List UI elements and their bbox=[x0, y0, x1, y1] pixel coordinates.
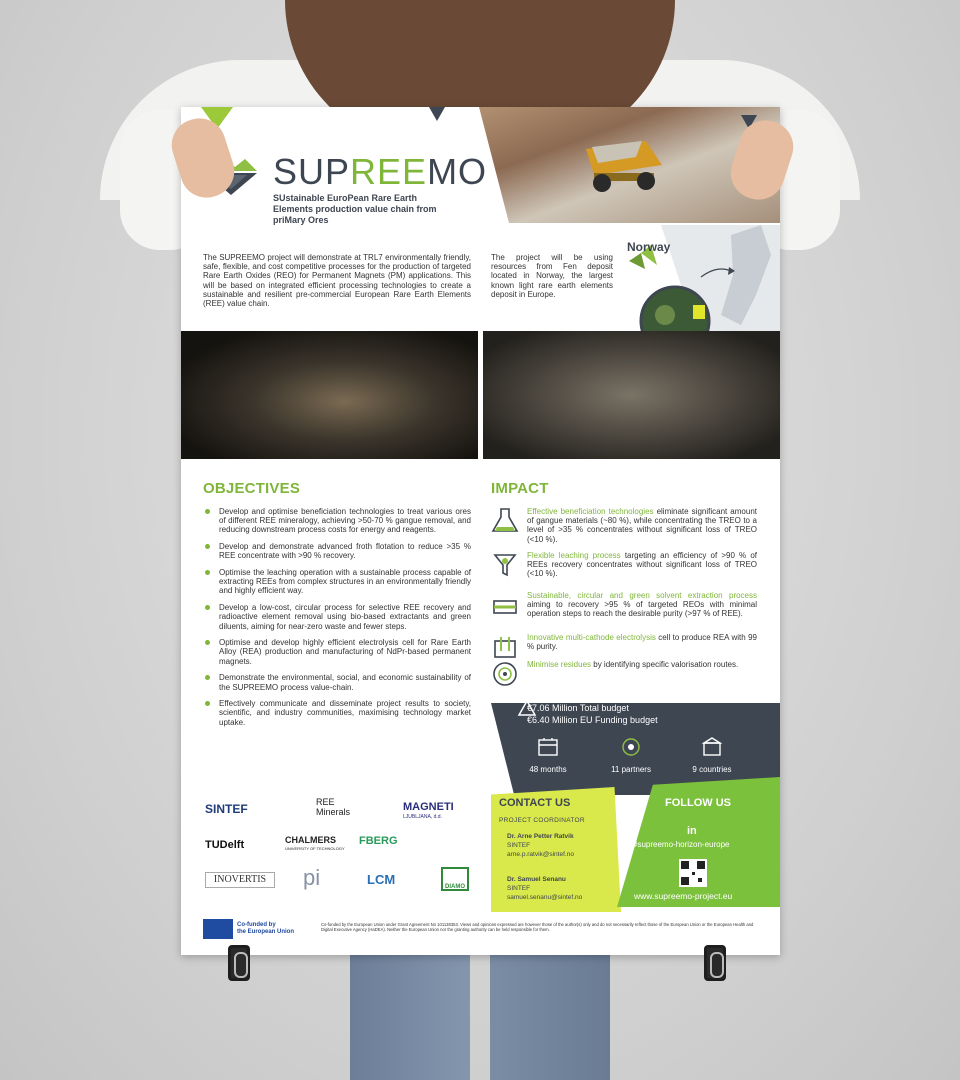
qr-code-icon[interactable] bbox=[679, 859, 707, 887]
total-budget: €7.06 Million Total budget bbox=[527, 703, 629, 713]
person-left-leg bbox=[350, 955, 470, 1080]
eu-budget: €6.40 Million EU Funding budget bbox=[527, 715, 658, 725]
partner-logo-sintef: SINTEF bbox=[205, 802, 248, 816]
objectives-list bbox=[203, 507, 471, 734]
objective-item: Develop a low-cost, circular process for selective REE recovery and radioactive element removal using bio-based extractants and green diluents, aiming for near-zero waste and fewer steps. bbox=[203, 603, 471, 631]
eu-cofunded-label: Co-funded by the European Union bbox=[237, 922, 294, 935]
partner-logo-pi: pi bbox=[303, 865, 321, 890]
electrolysis-icon bbox=[491, 633, 519, 661]
contact-person: Dr. Samuel Senanu SINTEF samuel.senanu@sintef.no bbox=[507, 876, 583, 901]
email-link[interactable]: arne.p.ratvik@sintef.no bbox=[507, 851, 574, 858]
funnel-icon bbox=[491, 551, 519, 579]
contact-title: CONTACT US bbox=[499, 797, 571, 809]
funding-disclaimer: Co-funded by the European Union under Grant Agreement No 101138353. Views and opinions expressed are however those of the author(s) only and do not necessarily reflect those of the European Union or the European Health and Digital Executive Agency (HaDEA). Neither the European Union nor the granting authority can be held responsible for them. bbox=[321, 922, 754, 933]
partner-logo-magneti-sub: LJUBLJANA, d.d. bbox=[403, 814, 442, 820]
eu-flag-icon bbox=[203, 919, 233, 939]
target-icon bbox=[491, 660, 519, 688]
brand-wordmark: SUPREEMO bbox=[273, 151, 488, 192]
duration-stat: 48 months bbox=[529, 765, 567, 774]
partner-logo-inovertis: INOVERTIS bbox=[205, 872, 275, 888]
email-link[interactable]: samuel.senanu@sintef.no bbox=[507, 894, 583, 901]
underground-mine-photo-1 bbox=[181, 331, 478, 459]
partner-logo-chalmers: CHALMERS bbox=[285, 835, 336, 845]
building-icon bbox=[701, 737, 723, 757]
poster bbox=[181, 107, 780, 955]
partner-logo-ree-minerals: REE Minerals bbox=[316, 797, 351, 817]
objective-item: Optimise the leaching operation with a sustainable process capable of extracting REEs from complex structures in an environmentally friendly and highly efficient way. bbox=[203, 568, 471, 596]
binder-clip-left bbox=[228, 945, 250, 981]
objective-item: Develop and demonstrate advanced froth flotation to reduce >35 % REE concentrate with >90 % recovery. bbox=[203, 542, 471, 560]
partner-logo-magneti: MAGNETI bbox=[403, 801, 454, 813]
partners-stat: 11 partners bbox=[611, 765, 651, 774]
partner-logo-tudelft: TUDelft bbox=[205, 839, 245, 851]
countries-stat: 9 countries bbox=[692, 765, 732, 774]
contact-person: Dr. Arne Petter Ratvik SINTEF arne.p.ratvik@sintef.no bbox=[507, 833, 574, 858]
website-link[interactable]: www.supreemo-project.eu bbox=[634, 891, 733, 901]
partner-logo-diamo: DIAMO bbox=[441, 867, 469, 891]
underground-mine-photo-2 bbox=[483, 331, 780, 459]
intro-text-left: The SUPREEMO project will demonstrate at TRL7 environmentally friendly, safe, flexible, and cost competitive processes for the production of targeted Rare Earth Oxides (REO) for Permanent Magnets (PM) applications. This will be based on integrated efficient processing technologies to create a sustainable and resilient pre-commercial European Rare Earth Elements (REE) value chain. bbox=[203, 253, 471, 309]
map-label: Norway bbox=[627, 240, 671, 254]
linkedin-icon[interactable]: in bbox=[687, 825, 697, 837]
flask-icon bbox=[491, 507, 519, 535]
mining-truck-image bbox=[576, 135, 668, 195]
intro-text-right: The project will be using resources from Fen deposit located in Norway, the largest known light rare earth elements deposit in Europe. bbox=[491, 253, 613, 299]
impact-item: Sustainable, circular and green solvent extraction process aiming to recovery >95 % of targeted REOs with minimal operation steps to reach the desirable purity (>97 % of REE). bbox=[491, 591, 757, 627]
impact-item: Minimise residues by identifying specific valorisation routes. bbox=[491, 660, 757, 696]
impact-item: Innovative multi-cathode electrolysis cell to produce REA with 99 % purity. bbox=[491, 633, 757, 669]
coordinator-label: PROJECT COORDINATOR bbox=[499, 817, 585, 824]
objective-item: Develop and optimise beneficiation technologies to treat various ores of different REE mineralogy, achieving >50-70 % gangue removal, and reducing downstream process costs for energy and reagents. bbox=[203, 507, 471, 535]
extraction-icon bbox=[491, 591, 519, 619]
objectives-title: OBJECTIVES bbox=[203, 480, 301, 497]
partner-logo-fberg: FBERG bbox=[359, 835, 398, 847]
person-right-leg bbox=[490, 955, 610, 1080]
network-icon bbox=[620, 737, 642, 757]
partner-logo-chalmers-sub: UNIVERSITY OF TECHNOLOGY bbox=[285, 846, 345, 851]
impact-item: Effective beneficiation technologies eliminate significant amount of gangue materials (~80 %), while concentrating the TREO to a level of >35 % concentrates without significant loss of TREO (<10 %). bbox=[491, 507, 757, 543]
impact-item: Flexible leaching process targeting an efficiency of >90 % of REEs recovery concentrates without significant loss of TREO (<10 %). bbox=[491, 551, 757, 587]
decor-triangle-dark bbox=[429, 107, 445, 121]
objective-item: Effectively communicate and disseminate project results to society, scientific, and industry communities, maximising technology market uptake. bbox=[203, 699, 471, 727]
hashtag: #supreemo-horizon-europe bbox=[633, 840, 730, 849]
objective-item: Demonstrate the environmental, social, and economic sustainability of the SUPREEMO process value-chain. bbox=[203, 673, 471, 691]
impact-title: IMPACT bbox=[491, 480, 549, 497]
follow-title: FOLLOW US bbox=[665, 797, 731, 809]
partner-logo-lcm: LCM bbox=[367, 872, 396, 887]
calendar-icon bbox=[537, 737, 559, 757]
binder-clip-right bbox=[704, 945, 726, 981]
brand-tagline: SUstainable EuroPean Rare Earth Elements production value chain from priMary Ores bbox=[273, 193, 437, 225]
objective-item: Optimise and develop highly efficient electrolysis cell for Rare Earth Alloy (REA) production and manufacturing of NdPr-based permanent magnets. bbox=[203, 638, 471, 666]
